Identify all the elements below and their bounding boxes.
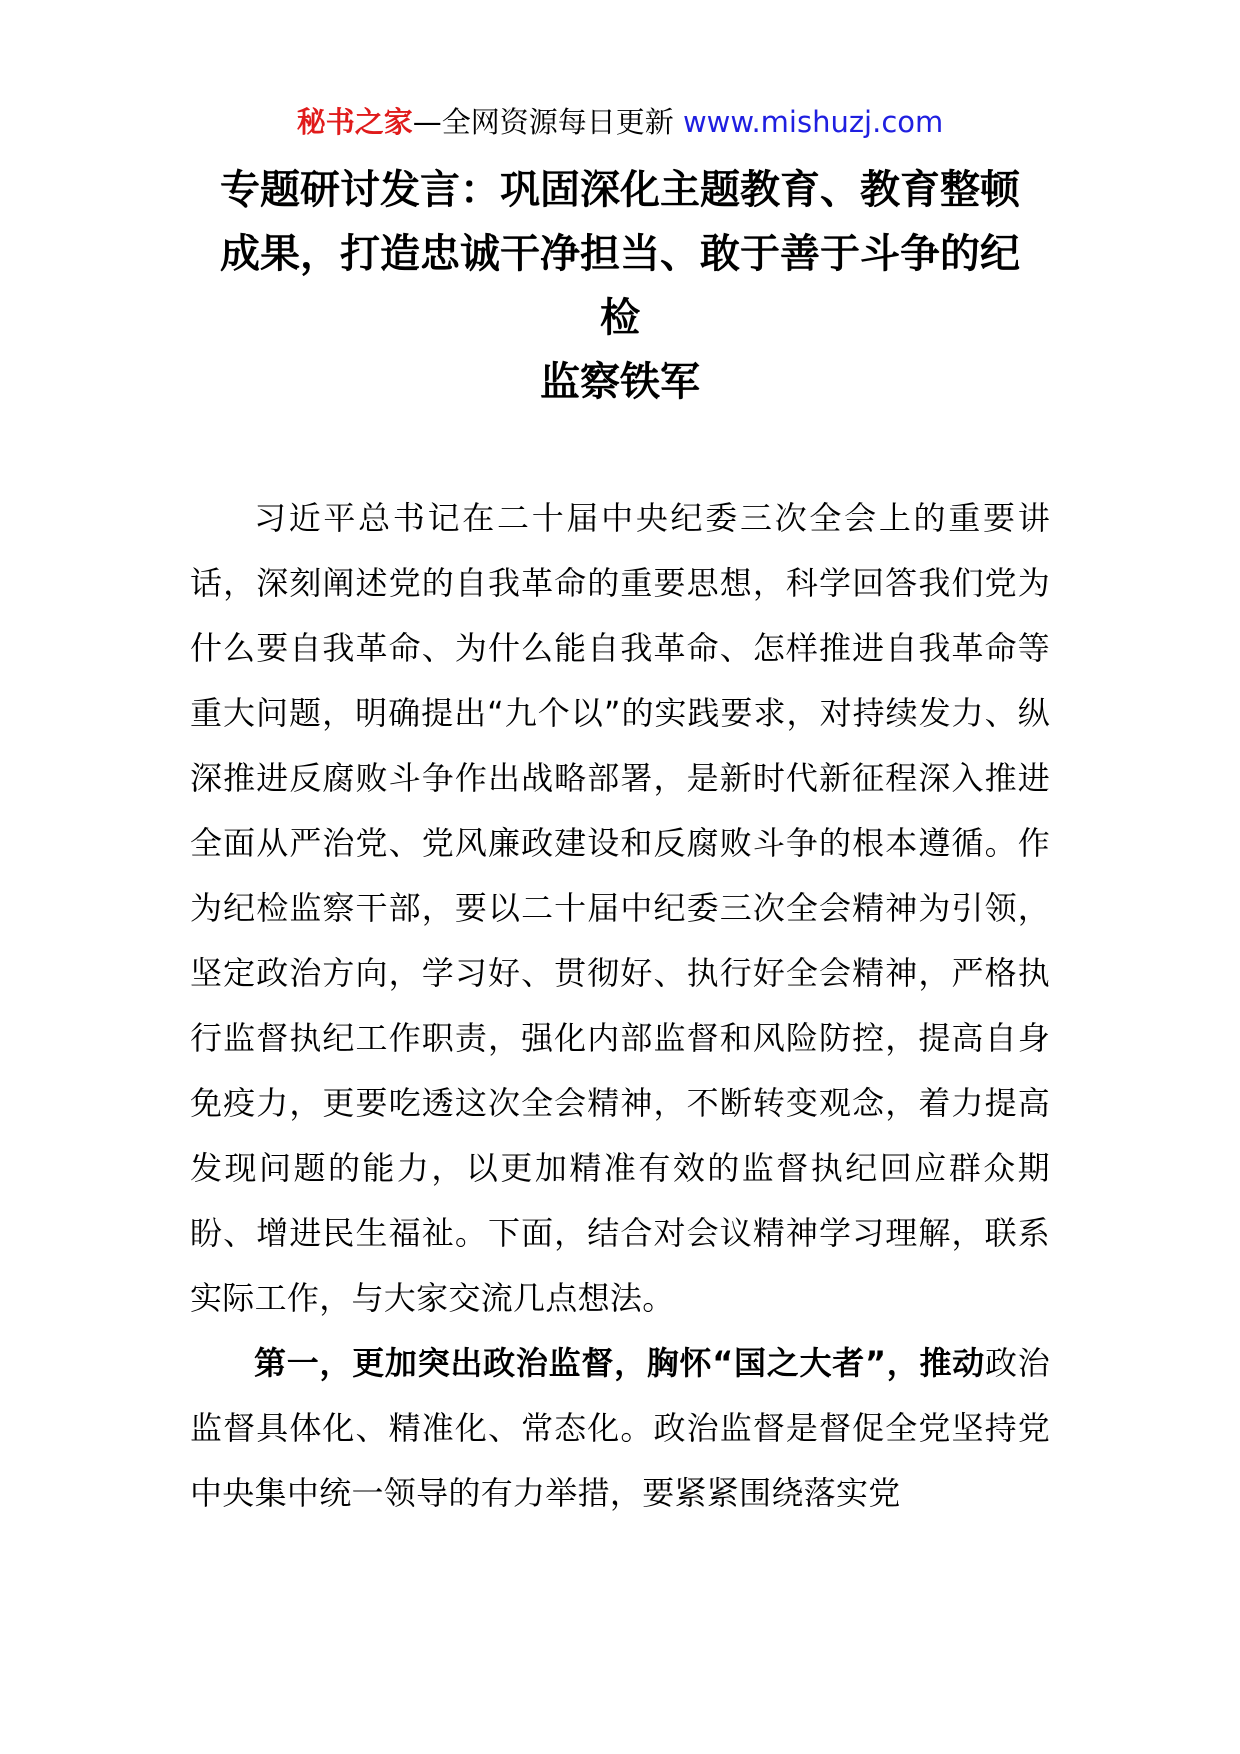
title-line-1: 专题研讨发言：巩固深化主题教育、教育整顿	[220, 167, 1020, 213]
paragraph-text: 政治监督具体化、精准化、常态化。政治监督是督促全党坚持党中央集中统一领导的有力举措，要紧紧围绕落实党	[190, 1344, 1050, 1512]
page-header	[0, 102, 1240, 142]
header-url: www.mishuzj.com	[682, 105, 944, 139]
document-title	[190, 158, 1050, 414]
body-paragraph	[190, 1331, 1050, 1526]
paragraph-text: 习近平总书记在二十届中央纪委三次全会上的重要讲话，深刻阐述党的自我革命的重要思想，科学回答我们党为什么要自我革命、为什么能自我革命、怎样推进自我革命等重大问题，明确提出“九个以”的实践要求，对持续发力、纵深推进反腐败斗争作出战略部署，是新时代新征程深入推进全面从严治党、党风廉政建设和反腐败斗争的根本遵循。作为纪检监察干部，要以二十届中纪委三次全会精神为引领，坚定政治方向，学习好、贯彻好、执行好全会精神，严格执行监督执纪工作职责，强化内部监督和风险防控，提高自身免疫力，更要吃透这次全会精神，不断转变观念，着力提高发现问题的能力，以更加精准有效的监督执纪回应群众期盼、增进民生福祉。下面，结合对会议精神学习理解，联系实际工作，与大家交流几点想法。	[190, 499, 1050, 1317]
title-line-2: 成果，打造忠诚干净担当、敢于善于斗争的纪	[220, 231, 1020, 277]
body-paragraph	[190, 486, 1050, 1331]
document-body	[190, 486, 1050, 1526]
brand-name: 秘书之家	[296, 105, 413, 139]
title-line-4: 监察铁军	[540, 359, 700, 405]
paragraph-lead: 第一，更加突出政治监督，胸怀“国之大者”，推动	[254, 1344, 985, 1382]
title-line-3: 检	[600, 295, 640, 341]
header-slogan: —全网资源每日更新	[412, 105, 683, 139]
